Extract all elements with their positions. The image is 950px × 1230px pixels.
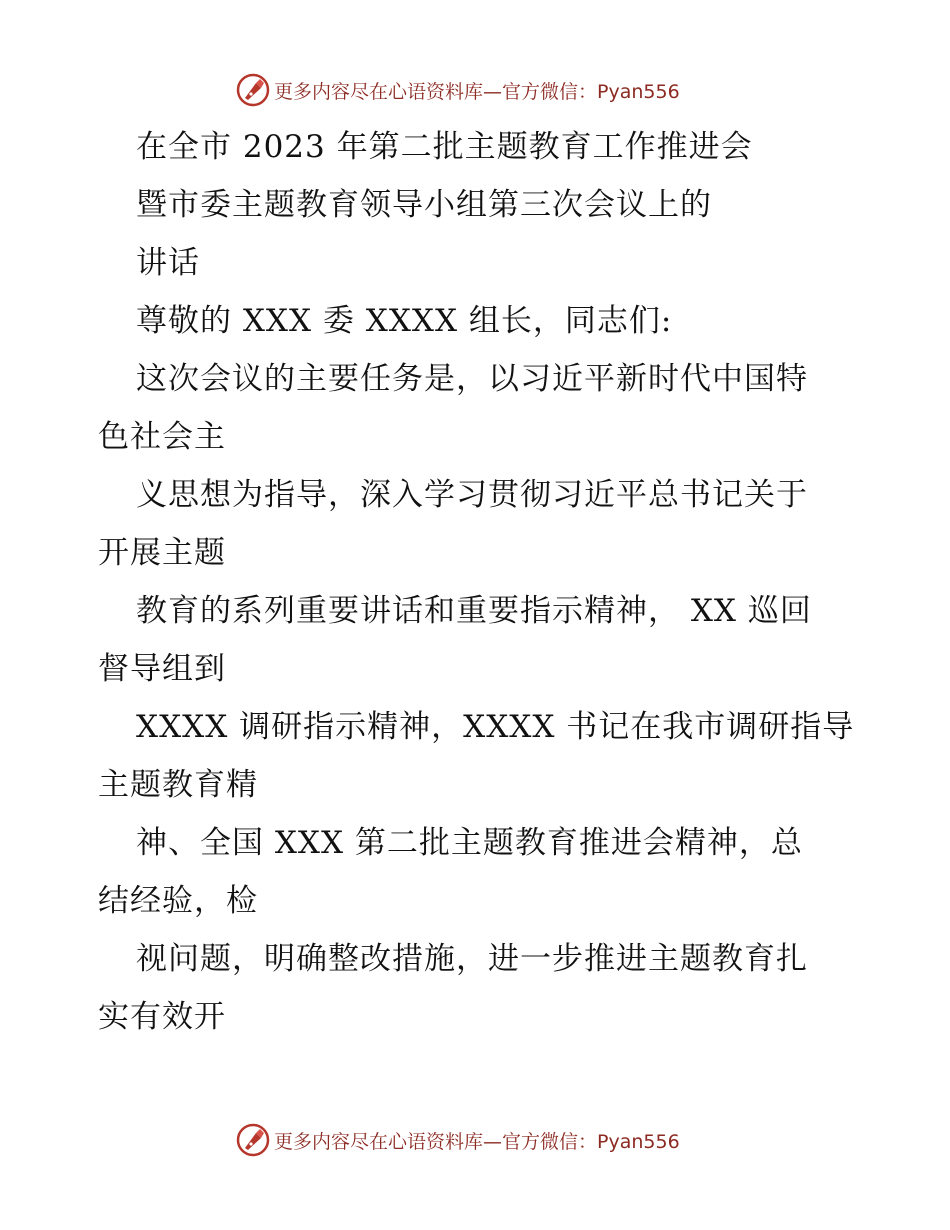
paragraph-line: XXXX 调研指示精神，XXXX 书记在我市调研指导 xyxy=(136,709,855,745)
banner-wechat: 官方微信：Pyan556 xyxy=(502,1130,680,1153)
banner-text: 更多内容尽在心语资料库—官方微信：Pyan556 xyxy=(274,80,680,103)
paragraph-line: 实有效开 xyxy=(98,999,226,1035)
header-banner xyxy=(236,72,680,108)
pen-nib-logo-icon xyxy=(236,73,270,107)
paragraph-line: 督导组到 xyxy=(98,651,226,687)
banner-text: 更多内容尽在心语资料库—官方微信：Pyan556 xyxy=(274,1130,680,1153)
title-line-2: 暨市委主题教育领导小组第三次会议上的 xyxy=(136,187,712,223)
title-line-3: 讲话 xyxy=(136,245,200,281)
paragraph-line: 视问题，明确整改措施，进一步推进主题教育扎 xyxy=(136,941,808,977)
paragraph-line: 结经验，检 xyxy=(98,883,258,919)
salutation: 尊敬的 XXX 委 XXXX 组长，同志们: xyxy=(136,303,673,339)
paragraph-line: 主题教育精 xyxy=(98,767,258,803)
document-body xyxy=(98,118,858,1046)
title-line-1: 在全市 2023 年第二批主题教育工作推进会 xyxy=(136,129,753,165)
paragraph-line: 开展主题 xyxy=(98,535,226,571)
paragraph-line: 这次会议的主要任务是，以习近平新时代中国特 xyxy=(136,361,808,397)
banner-wechat: 官方微信：Pyan556 xyxy=(502,80,680,103)
paragraph-line: 神、全国 XXX 第二批主题教育推进会精神，总 xyxy=(136,825,803,861)
footer-banner xyxy=(236,1122,680,1158)
paragraph-line: 教育的系列重要讲话和重要指示精神， XX 巡回 xyxy=(136,593,812,629)
pen-nib-logo-icon xyxy=(236,1123,270,1157)
paragraph-line: 义思想为指导，深入学习贯彻习近平总书记关于 xyxy=(136,477,808,513)
paragraph-line: 色社会主 xyxy=(98,419,226,455)
